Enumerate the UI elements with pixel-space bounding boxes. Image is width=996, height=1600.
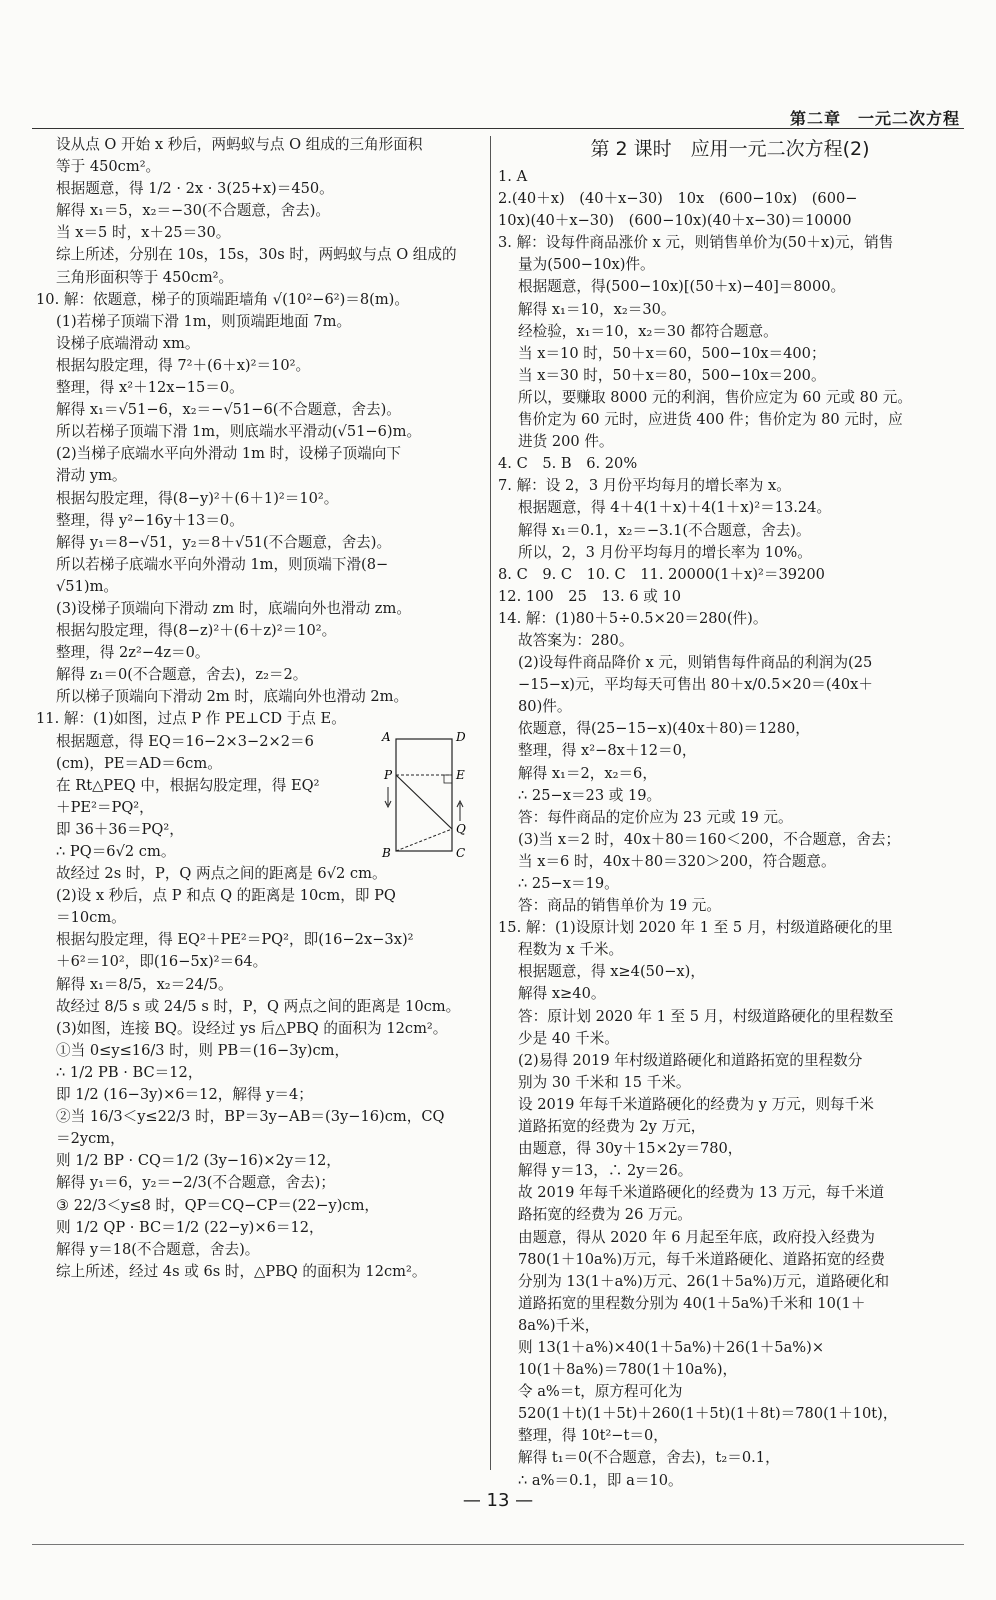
text-line: 14. 解：(1)80＋5÷0.5×20＝280(件)。 — [498, 609, 768, 627]
text-line: (cm)，PE＝AD＝6cm。 — [56, 754, 222, 772]
text-line: 则 13(1＋a%)×40(1＋5a%)＋26(1＋5a%)× — [518, 1338, 825, 1356]
header-rule — [32, 128, 964, 129]
text-line: 根据勾股定理，得(8−y)²＋(6＋1)²＝10²。 — [56, 489, 339, 507]
text-line: −15−x)元，平均每天可售出 80＋x/0.5×20＝(40x＋ — [518, 676, 873, 694]
text-line: 路拓宽的经费为 26 万元。 — [518, 1206, 692, 1224]
text-line: ∴ 25−x＝23 或 19。 — [518, 786, 662, 804]
lesson-title: 第 2 课时 应用一元二次方程(2) — [590, 138, 870, 160]
text-line: (3)如图，连接 BQ。设经过 ys 后△PBQ 的面积为 12cm²。 — [56, 1019, 448, 1037]
text-line: 所以，2，3 月份平均每月的增长率为 10%。 — [518, 543, 812, 561]
text-line: 滑动 ym。 — [56, 467, 127, 485]
text-line: ＋6²＝10²，即(16−5x)²＝64。 — [56, 953, 268, 971]
label-b: B — [382, 846, 391, 860]
text-line: 等于 450cm²。 — [56, 158, 161, 176]
text-line: 解得 x₁＝√51−6，x₂＝−√51−6(不合题意，舍去)。 — [56, 401, 401, 419]
text-line: 由题意，得 30y＋15×2y＝780， — [518, 1140, 743, 1158]
text-line: 则 1/2 QP · BC＝1/2 (22−y)×6＝12， — [56, 1218, 324, 1236]
text-line: 令 a%＝t，原方程可化为 — [518, 1383, 683, 1401]
text-line: 520(1＋t)(1＋5t)＋260(1＋5t)(1＋8t)＝780(1＋10t)， — [518, 1405, 898, 1423]
text-line: 答：每件商品的定价应为 23 元或 19 元。 — [518, 808, 793, 826]
text-line: 答：商品的销售单价为 19 元。 — [518, 897, 721, 915]
text-line: ∴ a%＝0.1，即 a＝10。 — [518, 1471, 683, 1489]
text-line: (2)当梯子底端水平向外滑动 1m 时，设梯子顶端向下 — [56, 445, 401, 463]
text-line: ③ 22/3＜y≤8 时，QP＝CQ−CP＝(22−y)cm， — [56, 1196, 380, 1214]
text-line: ②当 16/3＜y≤22/3 时，BP＝3y−AB＝(3y−16)cm，CQ — [56, 1108, 445, 1126]
text-line: 解得 x≥40。 — [518, 985, 606, 1003]
text-line: 当 x＝6 时，40x＋80＝320＞200，符合题意。 — [518, 852, 836, 870]
text-line: 解得 y＝13，∴ 2y＝26。 — [518, 1162, 693, 1180]
chapter-title: 第二章 一元二次方程 — [789, 109, 960, 128]
text-line: 解得 x₁＝5，x₂＝−30(不合题意，舍去)。 — [56, 202, 330, 220]
text-line: 道路拓宽的里程数分别为 40(1＋5a%)千米和 10(1＋ — [518, 1294, 866, 1312]
text-line: 整理，得 10t²−t＝0， — [518, 1427, 668, 1445]
text-line: 根据题意，得(500−10x)[(50＋x)−40]＝8000。 — [518, 278, 846, 296]
text-line: 设梯子底端滑动 xm。 — [56, 334, 200, 352]
right-lines — [498, 166, 962, 1492]
text-line: (3)当 x＝2 时，40x＋80＝160＜200，不合题意，舍去； — [518, 830, 901, 848]
text-line: 三角形面积等于 450cm²。 — [56, 268, 234, 286]
text-line: (3)设梯子顶端向下滑动 zm 时，底端向外也滑动 zm。 — [56, 599, 411, 617]
text-line: 根据勾股定理，得(8−z)²＋(6＋z)²＝10²。 — [56, 622, 337, 640]
text-line: 根据题意，得 1/2 · 2x · 3(25+x)＝450。 — [56, 180, 334, 198]
text-line: 设从点 O 开始 x 秒后，两蚂蚁与点 O 组成的三角形面积 — [56, 136, 423, 153]
right-angle-mark — [444, 775, 452, 783]
text-line: 少是 40 千米。 — [518, 1029, 619, 1047]
text-line: ＝2ycm， — [56, 1130, 125, 1148]
text-line: ＝10cm。 — [56, 909, 126, 927]
text-line: 1. A — [498, 168, 528, 185]
label-q: Q — [456, 822, 466, 836]
label-d: D — [456, 730, 466, 744]
text-line: 别为 30 千米和 15 千米。 — [518, 1073, 691, 1091]
text-line: 80)件。 — [518, 698, 572, 716]
text-line: 所以梯子顶端向下滑动 2m 时，底端向外也滑动 2m。 — [56, 688, 409, 706]
text-line: 8a%)千米， — [518, 1316, 600, 1334]
text-line: 解得 z₁＝0(不合题意，舍去)，z₂＝2。 — [56, 666, 308, 684]
text-line: 4. C 5. B 6. 20% — [498, 455, 638, 473]
footer-rule — [32, 1544, 964, 1545]
left-column — [36, 134, 484, 1283]
text-line: 当 x＝30 时，50＋x＝80，500−10x＝200。 — [518, 366, 826, 384]
text-line: 程数为 x 千米。 — [518, 941, 624, 959]
text-line: 即 36＋36＝PQ²， — [56, 820, 184, 838]
text-line: 解得 t₁＝0(不合题意，舍去)，t₂＝0.1， — [518, 1449, 780, 1467]
text-line: 根据勾股定理，得 EQ²＋PE²＝PQ²，即(16−2x−3x)² — [56, 931, 414, 949]
text-line: 所以若梯子顶端下滑 1m，则底端水平滑动(√51−6)m。 — [56, 423, 422, 441]
text-line: (2)设 x 秒后，点 P 和点 Q 的距离是 10cm，即 PQ — [56, 887, 396, 905]
text-line: 根据题意，得 EQ＝16−2×3−2×2＝6 — [56, 732, 314, 750]
text-line: 根据题意，得 x≥4(50−x)， — [518, 963, 705, 981]
right-column — [498, 134, 962, 1492]
text-line: 整理，得 y²−16y＋13＝0。 — [56, 511, 244, 529]
text-line: 12. 100 25 13. 6 或 10 — [498, 587, 682, 605]
label-c: C — [456, 846, 466, 860]
label-e: E — [456, 768, 465, 782]
text-line: 故答案为：280。 — [518, 631, 634, 649]
text-line: ①当 0≤y≤16/3 时，则 PB＝(16−3y)cm， — [56, 1041, 350, 1059]
column-divider — [490, 136, 491, 1470]
text-line: 答：原计划 2020 年 1 至 5 月，村级道路硬化的里程数至 — [518, 1007, 894, 1025]
text-line: 综上所述，分别在 10s，15s，30s 时，两蚂蚁与点 O 组成的 — [56, 246, 457, 264]
text-line: (2)设每件商品降价 x 元，则销售每件商品的利润为(25 — [518, 654, 873, 672]
text-line: 故 2019 年每千米道路硬化的经费为 13 万元，每千米道 — [518, 1184, 885, 1202]
text-line: 售价定为 60 元时，应进货 400 件；售价定为 80 元时，应 — [518, 411, 903, 429]
text-line: 解得 x₁＝0.1，x₂＝−3.1(不合题意，舍去)。 — [518, 521, 811, 539]
text-line: 当 x＝10 时，50＋x＝60，500−10x＝400； — [518, 344, 826, 362]
text-line: (1)若梯子顶端下滑 1m，则顶端距地面 7m。 — [56, 312, 352, 330]
text-line: 分别为 13(1＋a%)万元、26(1＋5a%)万元，道路硬化和 — [518, 1272, 890, 1290]
text-line: 设 2019 年每千米道路硬化的经费为 y 万元，则每千米 — [518, 1095, 874, 1113]
text-line: (2)易得 2019 年村级道路硬化和道路拓宽的里程数分 — [518, 1051, 863, 1069]
label-a: A — [382, 730, 391, 744]
text-line: 3. 解：设每件商品涨价 x 元，则销售单价为(50＋x)元，销售 — [498, 234, 894, 252]
text-line: 15. 解：(1)设原计划 2020 年 1 至 5 月，村级道路硬化的里 — [498, 919, 893, 937]
text-line: 根据题意，得 4＋4(1＋x)＋4(1＋x)²＝13.24。 — [518, 499, 832, 517]
text-line: 进货 200 件。 — [518, 433, 614, 451]
text-line: 故经过 2s 时，P，Q 两点之间的距离是 6√2 cm。 — [56, 865, 387, 883]
text-line: 解得 x₁＝2，x₂＝6， — [518, 764, 657, 782]
text-line: 10(1＋8a%)＝780(1＋10a%)， — [518, 1361, 738, 1379]
text-line: 10. 解：依题意，梯子的顶端距墙角 √(10²−6²)＝8(m)。 — [36, 290, 409, 308]
text-line: ＋PE²＝PQ²， — [56, 798, 154, 816]
text-line: 则 1/2 BP · CQ＝1/2 (3y−16)×2y＝12， — [56, 1152, 341, 1170]
text-line: 综上所述，经过 4s 或 6s 时，△PBQ 的面积为 12cm²。 — [56, 1262, 427, 1280]
text-line: √51)m。 — [56, 577, 118, 595]
text-line: 所以，要赚取 8000 元的利润，售价应定为 60 元或 80 元。 — [518, 388, 912, 406]
text-line: 量为(500−10x)件。 — [518, 256, 655, 274]
text-line: 解得 x₁＝8/5，x₂＝24/5。 — [56, 975, 233, 993]
text-line: 在 Rt△PEQ 中，根据勾股定理，得 EQ² — [56, 776, 320, 794]
text-line: 根据勾股定理，得 7²＋(6＋x)²＝10²。 — [56, 356, 311, 374]
text-line: ∴ PQ＝6√2 cm。 — [56, 843, 176, 860]
text-line: 解得 x₁＝10，x₂＝30。 — [518, 300, 676, 318]
text-line: 解得 y₁＝6，y₂＝−2/3(不合题意，舍去)； — [56, 1174, 335, 1192]
text-line: 整理，得 x²＋12x−15＝0。 — [56, 379, 244, 397]
text-line: 由题意，得从 2020 年 6 月起至年底，政府投入经费为 — [518, 1228, 875, 1246]
segment-bq — [396, 829, 452, 851]
text-line: 道路拓宽的经费为 2y 万元， — [518, 1118, 706, 1136]
page-number: — 13 — — [462, 1490, 534, 1511]
text-line: 整理，得 2z²−4z＝0。 — [56, 644, 210, 662]
text-line: 解得 y＝18(不合题意，舍去)。 — [56, 1240, 260, 1258]
rectangle-diagram — [380, 729, 474, 861]
text-line: 依题意，得(25−15−x)(40x＋80)＝1280， — [518, 720, 810, 738]
text-line: 11. 解：(1)如图，过点 P 作 PE⊥CD 于点 E。 — [36, 710, 346, 728]
text-line: 780(1＋10a%)万元，每千米道路硬化、道路拓宽的经费 — [518, 1250, 885, 1268]
text-line: 2.(40＋x) (40＋x−30) 10x (600−10x) (600− — [498, 190, 858, 208]
label-p: P — [384, 768, 393, 782]
text-line: 8. C 9. C 10. C 11. 20000(1＋x)²＝39200 — [498, 565, 825, 583]
text-line: 7. 解：设 2，3 月份平均每月的增长率为 x。 — [498, 477, 791, 495]
text-line: 当 x＝5 时，x＋25＝30。 — [56, 224, 231, 242]
text-line: 解得 y₁＝8−√51，y₂＝8＋√51(不合题意，舍去)。 — [56, 533, 392, 551]
text-line: 即 1/2 (16−3y)×6＝12，解得 y＝4； — [56, 1086, 313, 1104]
text-line: 故经过 8/5 s 或 24/5 s 时，P，Q 两点之间的距离是 10cm。 — [56, 997, 461, 1015]
rect-abcd — [396, 739, 452, 851]
text-line: 整理，得 x²−8x＋12＝0， — [518, 742, 697, 760]
text-line: 经检验，x₁＝10，x₂＝30 都符合题意。 — [518, 322, 778, 340]
text-line: 所以若梯子底端水平向外滑动 1m，则顶端下滑(8− — [56, 555, 389, 573]
text-line: 10x)(40＋x−30) (600−10x)(40＋x−30)＝10000 — [498, 212, 852, 230]
text-line: ∴ 25−x＝19。 — [518, 875, 619, 892]
text-line: ∴ 1/2 PB · BC＝12， — [56, 1063, 203, 1081]
